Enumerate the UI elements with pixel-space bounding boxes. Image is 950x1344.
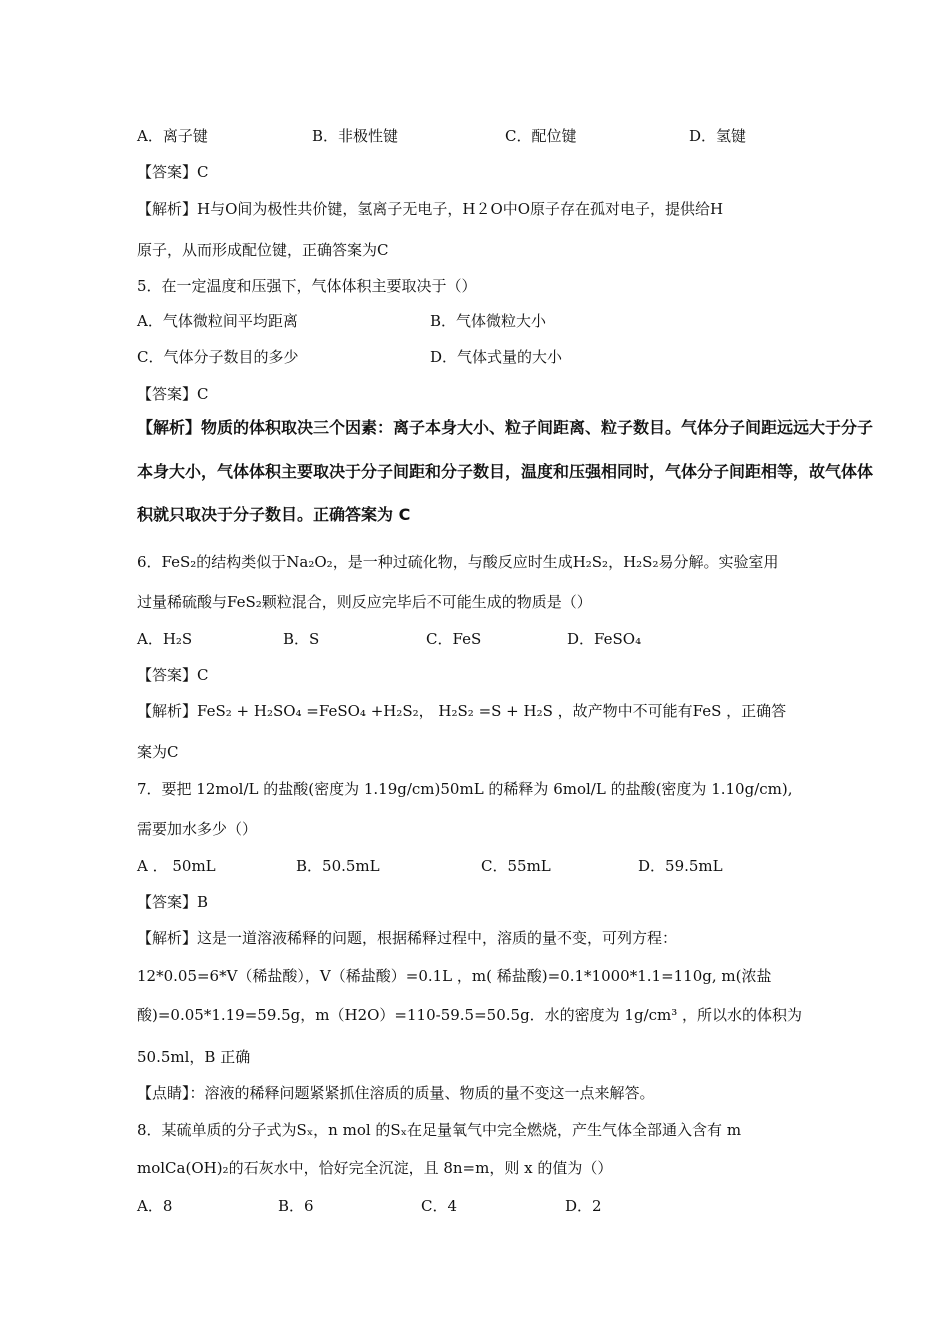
q4-answer: 【答案】C	[137, 163, 209, 181]
q5-option-a: A．气体微粒间平均距离	[137, 312, 298, 330]
q6-analysis-line-2: 案为C	[137, 743, 179, 761]
q5-analysis-line-1: 【解析】物质的体积取决三个因素：离子本身大小、粒子间距离、粒子数目。气体分子间距远远大于分子	[137, 418, 874, 437]
q5-analysis-line-2: 本身大小，气体体积主要取决于分子间距和分子数目，温度和压强相同时，气体分子间距相等，故气体体	[137, 462, 874, 481]
q4-analysis-line-2: 原子，从而形成配位键，正确答案为C	[137, 241, 389, 259]
q7-option-d: D．59.5mL	[638, 857, 723, 875]
q5-option-d: D．气体式量的大小	[430, 348, 563, 366]
q7-option-a: A ． 50mL	[137, 857, 216, 875]
q8-option-a: A．8	[137, 1197, 173, 1215]
q7-stem-line-1: 7．要把 12mol/L 的盐酸(密度为 1.19g/cm)50mL 的稀释为 6mol/L 的盐酸(密度为 1.10g/cm),	[137, 780, 793, 798]
q8-stem-line-2: molCa(OH)₂的石灰水中，恰好完全沉淀，且 8n=m，则 x 的值为（）	[137, 1159, 613, 1177]
q5-analysis-line-3: 积就只取决于分子数目。正确答案为 C	[137, 505, 411, 524]
q5-answer: 【答案】C	[137, 385, 209, 403]
q5-option-b: B．气体微粒大小	[430, 312, 547, 330]
q7-analysis-line-1: 【解析】这是一道溶液稀释的问题，根据稀释过程中，溶质的量不变，可列方程：	[137, 929, 678, 947]
q7-analysis-line-4: 50.5ml，B 正确	[137, 1048, 251, 1066]
q4-option-d: D．氢键	[689, 127, 747, 145]
q7-answer: 【答案】B	[137, 893, 209, 911]
q8-stem-line-1: 8．某硫单质的分子式为Sₓ，n mol 的Sₓ在足量氧气中完全燃烧，产生气体全部通入含有 m	[137, 1121, 742, 1139]
q4-analysis-line-1: 【解析】H与O间为极性共价键，氢离子无电子，H２O中O原子存在孤对电子，提供给H	[137, 200, 724, 218]
q7-option-b: B．50.5mL	[296, 857, 380, 875]
q7-analysis-line-2: 12*0.05=6*V（稀盐酸），V（稀盐酸）=0.1L ，m( 稀盐酸)=0.1*1000*1.1=110g, m(浓盐	[137, 967, 772, 985]
q6-option-b: B．S	[283, 630, 320, 648]
q6-analysis-line-1: 【解析】FeS₂ + H₂SO₄ =FeSO₄ +H₂S₂， H₂S₂ =S + H₂S ，故产物中不可能有FeS ，正确答	[137, 702, 787, 720]
q6-option-a: A．H₂S	[137, 630, 193, 648]
q6-stem-line-2: 过量稀硫酸与FeS₂颗粒混合，则反应完毕后不可能生成的物质是（）	[137, 593, 592, 611]
q7-stem-line-2: 需要加水多少（）	[137, 820, 258, 838]
q6-answer: 【答案】C	[137, 666, 209, 684]
q8-option-d: D．2	[565, 1197, 602, 1215]
q6-option-d: D．FeSO₄	[567, 630, 642, 648]
q4-option-a: A．离子键	[137, 127, 208, 145]
q4-option-b: B．非极性键	[312, 127, 399, 145]
q5-option-c: C．气体分子数目的多少	[137, 348, 299, 366]
q7-analysis-line-3: 酸)=0.05*1.19=59.5g，m（H2O）=110-59.5=50.5g．水的密度为 1g/cm³ ，所以水的体积为	[137, 1006, 803, 1024]
q7-option-c: C．55mL	[481, 857, 551, 875]
q8-option-c: C．4	[421, 1197, 458, 1215]
q4-option-c: C．配位键	[505, 127, 577, 145]
q6-option-c: C．FeS	[426, 630, 482, 648]
q5-stem: 5．在一定温度和压强下，气体体积主要取决于（）	[137, 277, 477, 295]
q7-tip: 【点睛】：溶液的稀释问题紧紧抓住溶质的质量、物质的量不变这一点来解答。	[137, 1084, 655, 1102]
q6-stem-line-1: 6．FeS₂的结构类似于Na₂O₂，是一种过硫化物，与酸反应时生成H₂S₂，H₂S₂易分解。实验室用	[137, 553, 779, 571]
q8-option-b: B．6	[278, 1197, 314, 1215]
